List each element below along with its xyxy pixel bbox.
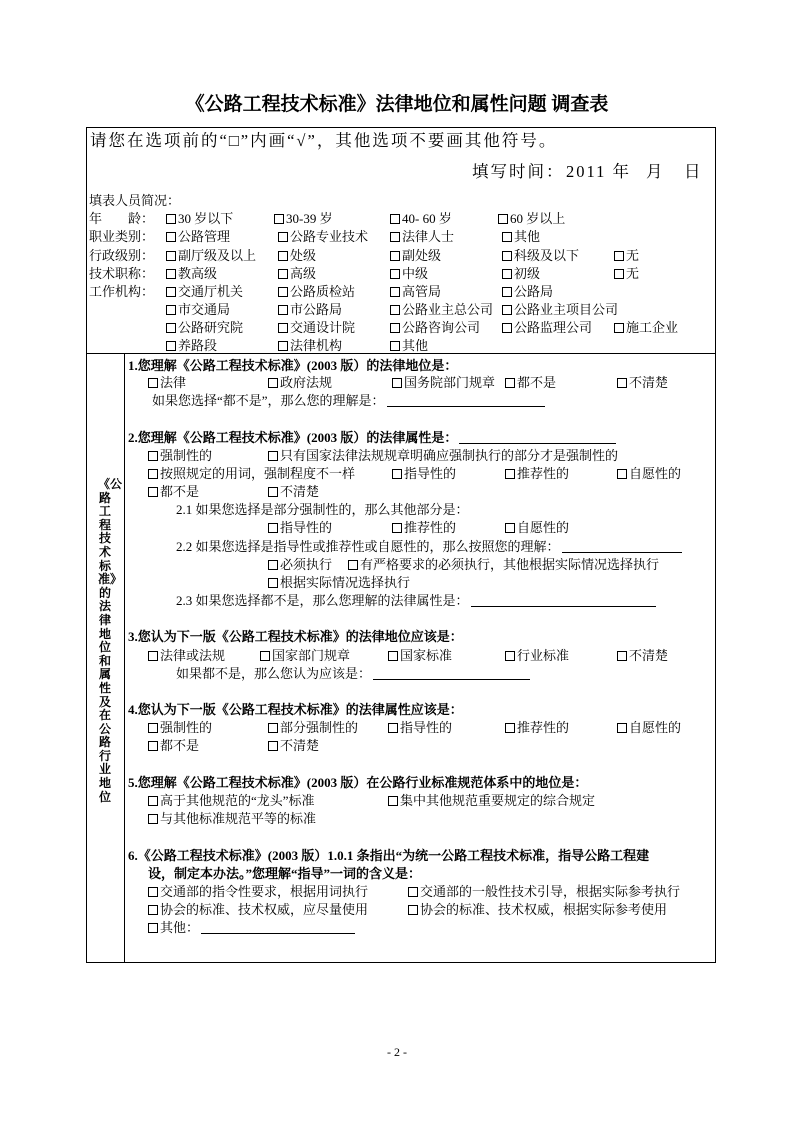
q2-3-answer-blank[interactable] [471,593,656,607]
option-label: 处级 [290,248,317,263]
option-label: 自愿性的 [629,466,682,481]
checkbox[interactable] [505,469,515,479]
q2-option-none[interactable] [148,484,199,500]
checkbox[interactable] [268,560,278,570]
checkbox[interactable] [390,323,400,333]
q3-answer-blank[interactable] [373,666,530,680]
checkbox[interactable] [274,214,284,224]
option-label: 都不是 [517,375,557,390]
q4-option-partly-mandatory[interactable] [268,720,358,736]
age-30-39-option[interactable] [274,211,333,227]
option-label: 协会的标准、技术权威，应尽量使用 [160,902,369,917]
option-label: 强制性的 [160,448,213,463]
org-design-institute-option[interactable] [278,320,355,336]
q1-answer-blank[interactable] [387,393,545,407]
option-label: 交通部的一般性技术引导，根据实际参考执行 [420,884,681,899]
org-city-highway-bureau-option[interactable] [278,302,342,318]
checkbox[interactable] [148,651,158,661]
title-professor-senior-option[interactable] [166,266,217,282]
occupation-other-option[interactable] [502,229,540,245]
title-senior-option[interactable] [278,266,316,282]
option-label: 副处级 [402,248,442,263]
option-label: 其他： [160,920,200,935]
checkbox[interactable] [268,741,278,751]
q2-answer-blank[interactable] [459,430,616,444]
option-label: 其他 [402,338,429,353]
checkbox[interactable] [614,251,624,261]
checkbox[interactable] [166,323,176,333]
q1-option-unsure[interactable] [617,375,668,391]
occupation-legal-option[interactable] [390,229,454,245]
q2-2-option-by-situation[interactable] [268,575,410,591]
checkbox[interactable] [268,487,278,497]
q3-title: 3.您认为下一版《公路工程技术标准》的法律地位应该是： [128,629,463,644]
option-label: 交通部的指令性要求，根据用词执行 [160,884,369,899]
checkbox[interactable] [268,378,278,388]
checkbox[interactable] [148,814,158,824]
option-label: 交通厅机关 [178,284,244,299]
checkbox[interactable] [390,341,400,351]
q6-option-ministry-directive[interactable] [148,884,368,900]
option-label: 无 [626,248,640,263]
q2-option-voluntary[interactable] [617,466,681,482]
org-transport-dept-option[interactable] [166,284,243,300]
q4-option-mandatory[interactable] [148,720,212,736]
checkbox[interactable] [148,923,158,933]
level-division-option[interactable] [278,248,316,264]
checkbox[interactable] [148,723,158,733]
checkbox[interactable] [502,305,512,315]
option-label: 公路业主项目公司 [514,302,619,317]
title-junior-option[interactable] [502,266,540,282]
title-intermediate-option[interactable] [390,266,428,282]
checkbox[interactable] [614,323,624,333]
option-label: 自愿性的 [629,720,682,735]
checkbox[interactable] [268,523,278,533]
org-legal-agency-option[interactable] [278,338,342,354]
checkbox[interactable] [614,269,624,279]
q2-1-text: 2.1 如果您选择是部分强制性的，那么其他部分是： [176,502,469,517]
checkbox[interactable] [505,651,515,661]
q3-option-ministry-rule[interactable] [260,648,350,664]
option-label: 公路监理公司 [514,320,593,335]
option-label: 科级及以下 [514,248,580,263]
q2-2-option-must-execute[interactable] [268,557,332,573]
org-quality-station-option[interactable] [278,284,355,300]
q2-option-mandatory[interactable] [148,448,212,464]
checkbox[interactable] [390,251,400,261]
q3-follow-up-text: 如果都不是，那么您认为应该是： [176,666,372,681]
checkbox[interactable] [268,451,278,461]
checkbox[interactable] [502,232,512,242]
checkbox[interactable] [148,487,158,497]
q1-option-law[interactable] [148,375,186,391]
option-label: 公路咨询公司 [402,320,481,335]
checkbox[interactable] [408,887,418,897]
personnel-heading: 填表人员简况： [89,193,181,208]
checkbox[interactable] [166,287,176,297]
checkbox[interactable] [148,796,158,806]
instruction-text: 请您在选项前的“□”内画“√”，其他选项不要画其他符号。 [90,131,558,150]
q3-option-unsure[interactable] [617,648,668,664]
checkbox[interactable] [617,723,627,733]
q2-2-text: 2.2 如果您选择是指导性或推荐性或自愿性的，那么按照您的理解： [176,539,560,554]
checkbox[interactable] [268,578,278,588]
q3-follow-up [176,666,530,682]
option-label: 必须执行 [280,557,333,572]
option-label: 公路管理 [178,229,231,244]
option-label: 高管局 [402,284,442,299]
checkbox[interactable] [148,887,158,897]
option-label: 养路段 [178,338,218,353]
q2-option-by-wording[interactable] [148,466,355,482]
option-label: 行业标准 [517,648,570,663]
q2-2-option-strict-must-execute[interactable] [348,557,659,573]
q6-option-association-reference[interactable] [408,902,667,918]
option-label: 都不是 [160,484,200,499]
q2-title [128,430,616,446]
checkbox[interactable] [502,269,512,279]
option-label: 国务院部门规章 [404,375,496,390]
date-year: 2011 年 [566,162,632,181]
q5-option-leading-standard[interactable] [148,793,315,809]
tech-title-label: 技术职称： [89,266,155,281]
age-label: 年 龄： [89,211,155,226]
option-label: 不清楚 [629,648,669,663]
q6-title-continued: 设，制定本办法。”您理解“指导”一词的含义是： [148,866,422,881]
option-label: 初级 [514,266,541,281]
q2-1-option-recommended[interactable] [392,520,456,536]
checkbox[interactable] [278,341,288,351]
checkbox[interactable] [388,651,398,661]
q4-option-voluntary[interactable] [617,720,681,736]
checkbox[interactable] [278,323,288,333]
q5-option-equal-standard[interactable] [148,811,316,827]
org-owner-project-company-option[interactable] [502,302,618,318]
checkbox[interactable] [148,905,158,915]
q2-1-option-voluntary[interactable] [505,520,569,536]
q1-option-none[interactable] [505,375,556,391]
option-label: 其他 [514,229,541,244]
org-other-option[interactable] [390,338,428,354]
checkbox[interactable] [148,378,158,388]
option-label: 教高级 [178,266,218,281]
checkbox[interactable] [166,251,176,261]
checkbox[interactable] [502,287,512,297]
option-label: 法律人士 [402,229,455,244]
q2-option-recommended[interactable] [505,466,569,482]
option-label: 无 [626,266,640,281]
checkbox[interactable] [617,378,627,388]
option-label: 法律机构 [290,338,343,353]
org-highway-bureau-option[interactable] [502,284,553,300]
checkbox[interactable] [278,251,288,261]
q2-3-text: 2.3 如果您选择都不是，那么您理解的法律属性是： [176,593,469,608]
q6-option-other[interactable] [148,920,355,936]
org-research-institute-option[interactable] [166,320,243,336]
option-label: 公路业主总公司 [402,302,494,317]
q6-other-answer-blank[interactable] [201,920,355,934]
option-label: 公路质检站 [290,284,356,299]
checkbox[interactable] [392,378,402,388]
option-label: 政府法规 [280,375,333,390]
option-label: 国家标准 [400,648,453,663]
occupation-road-management-option[interactable] [166,229,230,245]
checkbox[interactable] [388,796,398,806]
option-label: 40- 60 岁 [402,211,452,226]
option-label: 高于其他规范的“龙头”标准 [160,793,315,808]
checkbox[interactable] [505,378,515,388]
checkbox[interactable] [390,305,400,315]
option-label: 指导性的 [400,720,453,735]
org-supervision-company-option[interactable] [502,320,592,336]
q1-option-government-regulation[interactable] [268,375,332,391]
org-construction-company-option[interactable] [614,320,678,336]
page-number: - 2 - [387,1045,407,1059]
q6-option-ministry-guidance[interactable] [408,884,680,900]
option-label: 推荐性的 [404,520,457,535]
checkbox[interactable] [260,651,270,661]
checkbox[interactable] [390,287,400,297]
checkbox[interactable] [390,269,400,279]
option-label: 协会的标准、技术权威，根据实际参考使用 [420,902,668,917]
q1-follow-up [152,393,545,409]
checkbox[interactable] [408,905,418,915]
checkbox[interactable] [148,451,158,461]
checkbox[interactable] [390,232,400,242]
option-label: 60 岁以上 [510,211,566,226]
section-side-label: 《公路工程技术标准》的法律地位和属性及在公路行业地位 [98,477,123,804]
checkbox[interactable] [388,723,398,733]
option-label: 公路局 [514,284,554,299]
age-over-60-option[interactable] [498,211,565,227]
option-label: 不清楚 [280,738,320,753]
q1-title: 1.您理解《公路工程技术标准》(2003 版）的法律地位是： [128,358,458,373]
option-label: 自愿性的 [517,520,570,535]
checkbox[interactable] [166,214,176,224]
checkbox[interactable] [148,741,158,751]
q4-option-unsure[interactable] [268,738,319,754]
q2-3-row [176,593,656,609]
option-label: 只有国家法律法规规章明确应强制执行的部分才是强制性的 [280,448,619,463]
option-label: 高级 [290,266,317,281]
q1-option-ministry-rule[interactable] [392,375,495,391]
option-label: 部分强制性的 [280,720,359,735]
level-deputy-division-option[interactable] [390,248,441,264]
q2-option-guiding[interactable] [392,466,456,482]
option-label: 指导性的 [280,520,333,535]
option-label: 30 岁以下 [178,211,234,226]
q6-option-association-use[interactable] [148,902,368,918]
option-label: 有严格要求的必须执行，其他根据实际情况选择执行 [360,557,660,572]
q2-title-text: 2.您理解《公路工程技术标准》(2003 版）的法律属性是： [128,430,458,445]
option-label: 不清楚 [280,484,320,499]
checkbox[interactable] [392,469,402,479]
option-label: 30-39 岁 [286,211,333,226]
work-org-label: 工作机构： [89,284,155,299]
q5-option-comprehensive-rules[interactable] [388,793,595,809]
org-owner-head-company-option[interactable] [390,302,493,318]
date-day: 日 [684,162,703,181]
option-label: 市交通局 [178,302,231,317]
option-label: 公路专业技术 [290,229,369,244]
option-label: 集中其他规范重要规定的综合规定 [400,793,596,808]
q4-title: 4.您认为下一版《公路工程技术标准》的法律属性应该是： [128,702,463,717]
org-city-transport-bureau-option[interactable] [166,302,230,318]
checkbox[interactable] [278,232,288,242]
level-section-below-option[interactable] [502,248,579,264]
option-label: 中级 [402,266,429,281]
checkbox[interactable] [348,560,358,570]
checkbox[interactable] [278,269,288,279]
age-under-30-option[interactable] [166,211,233,227]
table-divider-vertical [124,353,125,963]
level-none-option[interactable] [614,248,639,264]
checkbox[interactable] [505,723,515,733]
checkbox[interactable] [278,305,288,315]
date-month: 月 [646,162,665,181]
checkbox[interactable] [390,214,400,224]
option-label: 施工企业 [626,320,679,335]
checkbox[interactable] [617,651,627,661]
checkbox[interactable] [498,214,508,224]
checkbox[interactable] [392,523,402,533]
option-label: 与其他标准规范平等的标准 [160,811,317,826]
checkbox[interactable] [148,469,158,479]
q2-option-unsure[interactable] [268,484,319,500]
title-none-option[interactable] [614,266,639,282]
q4-option-guiding[interactable] [388,720,452,736]
org-consulting-company-option[interactable] [390,320,480,336]
option-label: 按照规定的用词，强制程度不一样 [160,466,356,481]
q3-option-industry-standard[interactable] [505,648,569,664]
q3-option-national-standard[interactable] [388,648,452,664]
q5-title: 5.您理解《公路工程技术标准》(2003 版）在公路行业标准规范体系中的地位是： [128,775,588,790]
option-label: 都不是 [160,738,200,753]
option-label: 法律或法规 [160,648,226,663]
q6-title: 6.《公路工程技术标准》(2003 版）1.0.1 条指出“为统一公路工程技术标准，指导公路工程建 [128,848,650,863]
checkbox[interactable] [617,469,627,479]
option-label: 市公路局 [290,302,343,317]
option-label: 公路研究院 [178,320,244,335]
option-label: 指导性的 [404,466,457,481]
option-label: 法律 [160,375,187,390]
level-deputy-department-above-option[interactable] [166,248,256,264]
option-label: 不清楚 [629,375,669,390]
option-label: 推荐性的 [517,466,570,481]
q2-option-partly-mandatory[interactable] [268,448,618,464]
occupation-label: 职业类别： [89,229,155,244]
option-label: 交通设计院 [290,320,356,335]
q1-follow-up-text: 如果您选择“都不是”，那么您的理解是： [152,393,385,408]
checkbox[interactable] [278,287,288,297]
checkbox[interactable] [166,232,176,242]
q2-2-answer-blank[interactable] [562,539,682,553]
date-label: 填写时间： [472,162,565,181]
q2-1-option-guiding[interactable] [268,520,332,536]
option-label: 强制性的 [160,720,213,735]
checkbox[interactable] [502,251,512,261]
org-maintenance-section-option[interactable] [166,338,217,354]
admin-level-label: 行政级别： [89,248,155,263]
page-title: 《公路工程技术标准》法律地位和属性问题 调查表 [185,94,609,115]
q2-2-row [176,539,682,555]
checkbox[interactable] [502,323,512,333]
org-expressway-bureau-option[interactable] [390,284,441,300]
option-label: 国家部门规章 [272,648,351,663]
option-label: 根据实际情况选择执行 [280,575,411,590]
q3-option-law-or-regulation[interactable] [148,648,225,664]
checkbox[interactable] [166,341,176,351]
q4-option-none[interactable] [148,738,199,754]
checkbox[interactable] [505,523,515,533]
checkbox[interactable] [166,305,176,315]
age-40-60-option[interactable] [390,211,452,227]
option-label: 副厅级及以上 [178,248,257,263]
checkbox[interactable] [268,723,278,733]
occupation-road-technical-option[interactable] [278,229,368,245]
option-label: 推荐性的 [517,720,570,735]
checkbox[interactable] [166,269,176,279]
q4-option-recommended[interactable] [505,720,569,736]
